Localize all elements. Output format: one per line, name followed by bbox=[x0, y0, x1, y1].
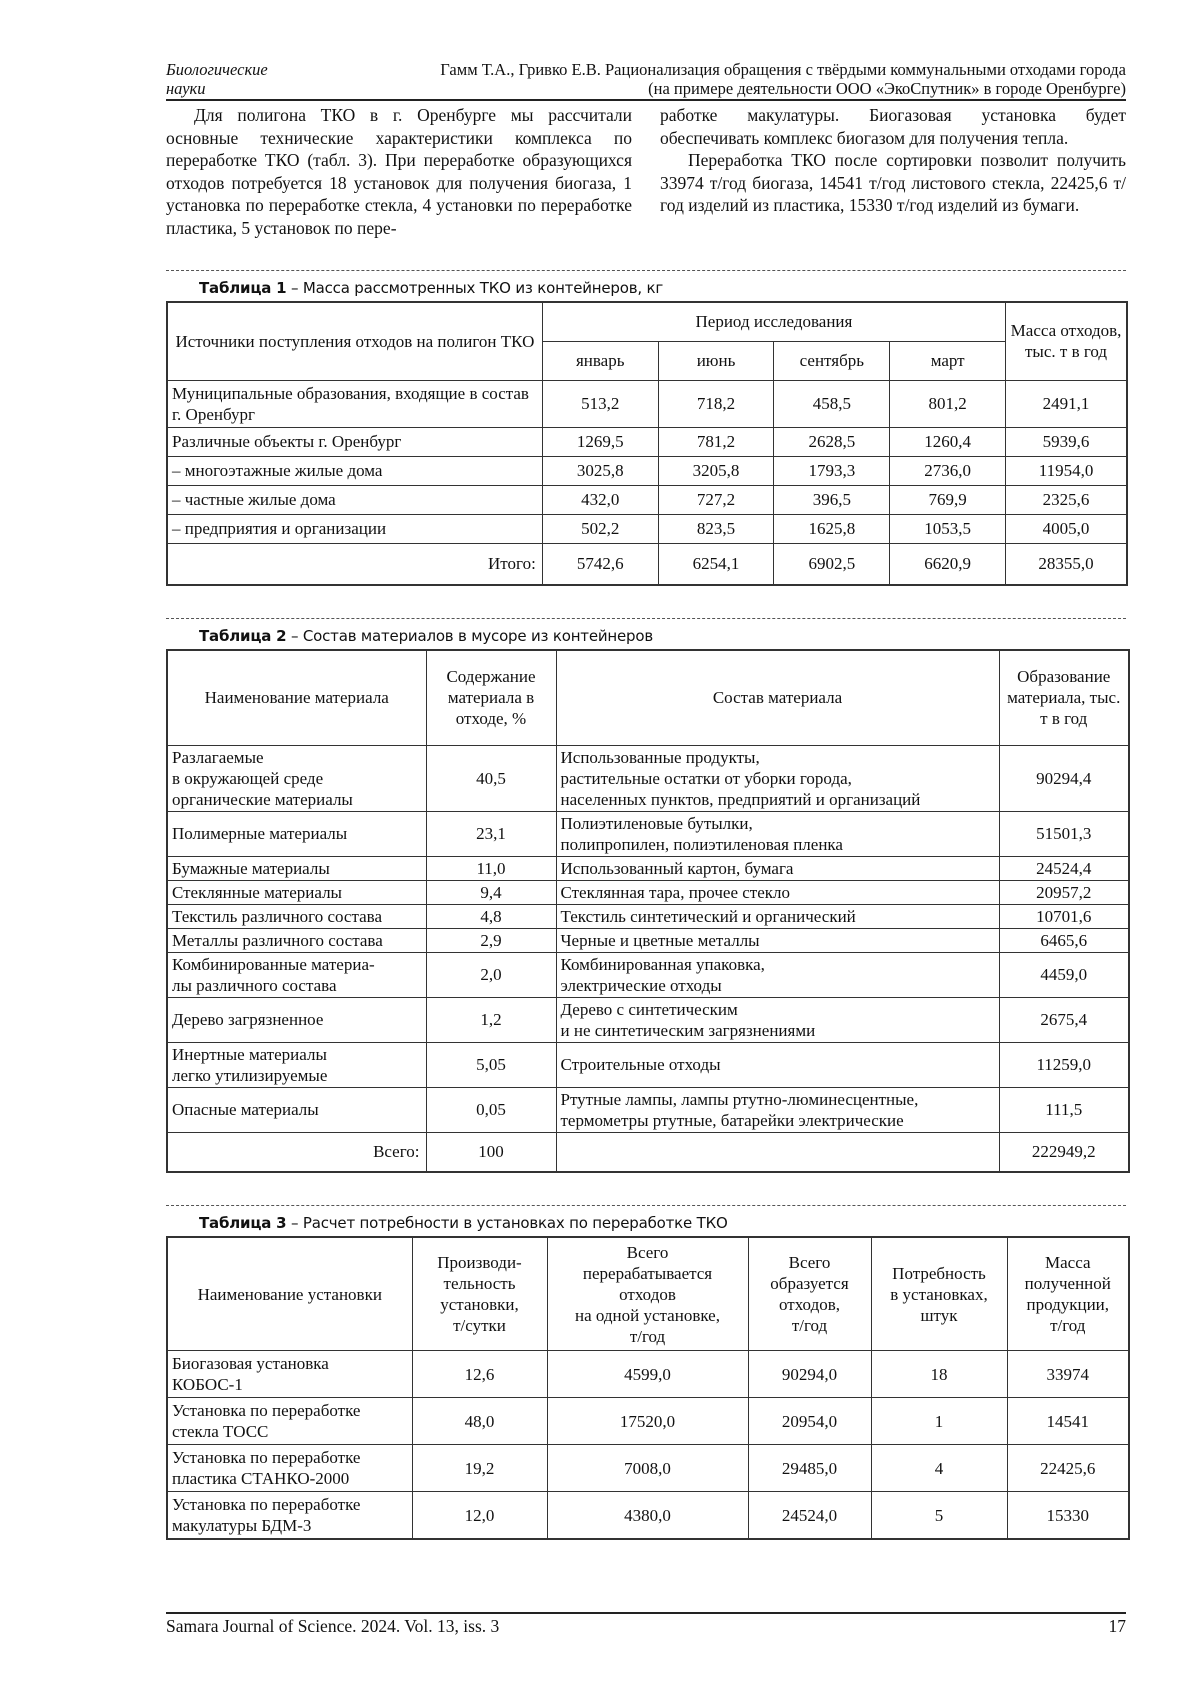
cell: 40,5 bbox=[426, 745, 556, 811]
header-period: Период исследования bbox=[542, 302, 1005, 342]
table-row bbox=[167, 514, 1127, 543]
running-head bbox=[166, 60, 1126, 101]
table-row bbox=[167, 1087, 1129, 1132]
cell: 823,5 bbox=[658, 514, 774, 543]
cell: 20957,2 bbox=[999, 880, 1129, 904]
table3 bbox=[166, 1236, 1130, 1540]
table1-caption bbox=[199, 279, 1126, 297]
table2-title: – Состав материалов в мусоре из контейнеров bbox=[286, 626, 653, 645]
cell: 502,2 bbox=[542, 514, 658, 543]
table2-label: Таблица 2 bbox=[199, 626, 287, 645]
cell bbox=[556, 1132, 999, 1172]
cell: 22425,6 bbox=[1007, 1445, 1129, 1492]
table3-title: – Расчет потребности в установках по переработке ТКО bbox=[286, 1214, 728, 1233]
paragraph: работке макулатуры. Биогазовая установка будет обеспечивать комплекс биогазом для получения тепла. bbox=[660, 105, 1126, 148]
cell: Комбинированная упаковка, электрические отходы bbox=[556, 952, 999, 997]
cell: Металлы различного состава bbox=[167, 928, 426, 952]
cell: 5742,6 bbox=[542, 543, 658, 585]
cell: Полимерные материалы bbox=[167, 811, 426, 856]
header-processed: Всего перерабатывается отходов на одной установке, т/год bbox=[547, 1237, 748, 1351]
cell: 29485,0 bbox=[748, 1445, 871, 1492]
cell: 801,2 bbox=[890, 380, 1006, 427]
cell: – частные жилые дома bbox=[167, 485, 542, 514]
cell: 24524,0 bbox=[748, 1492, 871, 1540]
table-row bbox=[167, 904, 1129, 928]
cell: 222949,2 bbox=[999, 1132, 1129, 1172]
cell: – предприятия и организации bbox=[167, 514, 542, 543]
cell: 1793,3 bbox=[774, 456, 890, 485]
table-row bbox=[167, 952, 1129, 997]
table3-label: Таблица 3 bbox=[199, 1214, 287, 1233]
cell: 1,2 bbox=[426, 997, 556, 1042]
cell: 17520,0 bbox=[547, 1398, 748, 1445]
cell: 19,2 bbox=[412, 1445, 547, 1492]
header-month: июнь bbox=[658, 341, 774, 380]
cell: 1260,4 bbox=[890, 427, 1006, 456]
cell: 100 bbox=[426, 1132, 556, 1172]
header-source: Источники поступления отходов на полигон ТКО bbox=[167, 302, 542, 381]
cell: Разлагаемые в окружающей среде органические материалы bbox=[167, 745, 426, 811]
cell: 90294,0 bbox=[748, 1351, 871, 1398]
cell: Установка по переработке макулатуры БДМ-3 bbox=[167, 1492, 412, 1540]
table-row bbox=[167, 928, 1129, 952]
header-needed: Потребность в установках, штук bbox=[871, 1237, 1007, 1351]
journal-citation: Samara Journal of Science. 2024. Vol. 13, iss. 3 bbox=[166, 1616, 500, 1636]
header-month: сентябрь bbox=[774, 341, 890, 380]
cell: Различные объекты г. Оренбург bbox=[167, 427, 542, 456]
article-title-line1: Гамм Т.А., Гривко Е.В. Рационализация обращения с твёрдыми коммунальными отходами города bbox=[440, 60, 1126, 79]
cell: 1 bbox=[871, 1398, 1007, 1445]
table-row bbox=[167, 456, 1127, 485]
table-row bbox=[167, 811, 1129, 856]
cell: 4380,0 bbox=[547, 1492, 748, 1540]
header-composition: Состав материала bbox=[556, 650, 999, 746]
table1-label: Таблица 1 bbox=[199, 278, 287, 297]
cell: 11954,0 bbox=[1006, 456, 1127, 485]
table-row bbox=[167, 856, 1129, 880]
cell: Биогазовая установка КОБОС-1 bbox=[167, 1351, 412, 1398]
cell: 5939,6 bbox=[1006, 427, 1127, 456]
table1-title: – Масса рассмотренных ТКО из контейнеров, кг bbox=[286, 278, 664, 297]
table-row bbox=[167, 485, 1127, 514]
cell: Текстиль синтетический и органический bbox=[556, 904, 999, 928]
cell: – многоэтажные жилые дома bbox=[167, 456, 542, 485]
cell: 432,0 bbox=[542, 485, 658, 514]
cell: Установка по переработке стекла ТОСС bbox=[167, 1398, 412, 1445]
cell: 6620,9 bbox=[890, 543, 1006, 585]
cell: 769,9 bbox=[890, 485, 1006, 514]
cell: 6465,6 bbox=[999, 928, 1129, 952]
cell: Опасные материалы bbox=[167, 1087, 426, 1132]
cell: 20954,0 bbox=[748, 1398, 871, 1445]
cell: 1053,5 bbox=[890, 514, 1006, 543]
cell: Муниципальные образования, входящие в состав г. Оренбург bbox=[167, 380, 542, 427]
table3-caption bbox=[199, 1214, 1126, 1232]
table-row bbox=[167, 1351, 1129, 1398]
cell: Использованные продукты, растительные остатки от уборки города, населенных пунктов, предприятий и организаций bbox=[556, 745, 999, 811]
cell: 48,0 bbox=[412, 1398, 547, 1445]
cell: 2491,1 bbox=[1006, 380, 1127, 427]
header-month: март bbox=[890, 341, 1006, 380]
table-row bbox=[167, 1492, 1129, 1540]
page-number: 17 bbox=[1108, 1616, 1126, 1636]
separator bbox=[166, 618, 1126, 619]
table-row bbox=[167, 427, 1127, 456]
cell: 51501,3 bbox=[999, 811, 1129, 856]
cell: Дерево с синтетическим и не синтетическим загрязнениями bbox=[556, 997, 999, 1042]
cell: 781,2 bbox=[658, 427, 774, 456]
right-column bbox=[660, 104, 1126, 240]
cell: Дерево загрязненное bbox=[167, 997, 426, 1042]
separator bbox=[166, 1205, 1126, 1206]
cell: 4599,0 bbox=[547, 1351, 748, 1398]
section-label: Биологические науки bbox=[166, 60, 268, 98]
article-title bbox=[326, 60, 1126, 98]
header-mass: Масса отходов, тыс. т в год bbox=[1006, 302, 1127, 381]
cell: 6902,5 bbox=[774, 543, 890, 585]
cell: 396,5 bbox=[774, 485, 890, 514]
cell: 11,0 bbox=[426, 856, 556, 880]
cell: Использованный картон, бумага bbox=[556, 856, 999, 880]
cell: 11259,0 bbox=[999, 1042, 1129, 1087]
cell: 24524,4 bbox=[999, 856, 1129, 880]
page bbox=[166, 60, 1126, 1540]
cell: 12,0 bbox=[412, 1492, 547, 1540]
page-footer bbox=[166, 1612, 1126, 1637]
header-generated: Всего образуется отходов, т/год bbox=[748, 1237, 871, 1351]
cell: 2736,0 bbox=[890, 456, 1006, 485]
table-row bbox=[167, 880, 1129, 904]
cell: 111,5 bbox=[999, 1087, 1129, 1132]
body-text bbox=[166, 104, 1126, 240]
cell: 15330 bbox=[1007, 1492, 1129, 1540]
cell: 5 bbox=[871, 1492, 1007, 1540]
header-formation: Образование материала, тыс. т в год bbox=[999, 650, 1129, 746]
cell: Ртутные лампы, лампы ртутно-люминесцентные, термометры ртутные, батарейки электрические bbox=[556, 1087, 999, 1132]
separator bbox=[166, 270, 1126, 271]
cell: 10701,6 bbox=[999, 904, 1129, 928]
cell: 23,1 bbox=[426, 811, 556, 856]
table-row bbox=[167, 1445, 1129, 1492]
cell: 5,05 bbox=[426, 1042, 556, 1087]
cell: 4 bbox=[871, 1445, 1007, 1492]
cell: 90294,4 bbox=[999, 745, 1129, 811]
cell: 12,6 bbox=[412, 1351, 547, 1398]
cell: 458,5 bbox=[774, 380, 890, 427]
left-column bbox=[166, 104, 632, 240]
cell: 718,2 bbox=[658, 380, 774, 427]
cell: Комбинированные материа- лы различного состава bbox=[167, 952, 426, 997]
cell: 4005,0 bbox=[1006, 514, 1127, 543]
table1 bbox=[166, 301, 1128, 586]
header-month: январь bbox=[542, 341, 658, 380]
table-row bbox=[167, 997, 1129, 1042]
cell: 28355,0 bbox=[1006, 543, 1127, 585]
cell: Полиэтиленовые бутылки, полипропилен, полиэтиленовая пленка bbox=[556, 811, 999, 856]
cell: Стеклянная тара, прочее стекло bbox=[556, 880, 999, 904]
table1-total-row bbox=[167, 543, 1127, 585]
cell: 4459,0 bbox=[999, 952, 1129, 997]
table-row bbox=[167, 1398, 1129, 1445]
cell: 2,0 bbox=[426, 952, 556, 997]
total-label: Всего: bbox=[167, 1132, 426, 1172]
cell: Стеклянные материалы bbox=[167, 880, 426, 904]
cell: 33974 bbox=[1007, 1351, 1129, 1398]
cell: Строительные отходы bbox=[556, 1042, 999, 1087]
cell: 1269,5 bbox=[542, 427, 658, 456]
cell: Бумажные материалы bbox=[167, 856, 426, 880]
cell: 727,2 bbox=[658, 485, 774, 514]
table-row bbox=[167, 745, 1129, 811]
header-content: Содержание материала в отходе, % bbox=[426, 650, 556, 746]
table-row bbox=[167, 1042, 1129, 1087]
header-material-name: Наименование материала bbox=[167, 650, 426, 746]
cell: 2,9 bbox=[426, 928, 556, 952]
header-capacity: Производи- тельность установки, т/сутки bbox=[412, 1237, 547, 1351]
cell: 6254,1 bbox=[658, 543, 774, 585]
table2 bbox=[166, 649, 1130, 1174]
header-output: Масса полученной продукции, т/год bbox=[1007, 1237, 1129, 1351]
cell: Установка по переработке пластика СТАНКО-2000 bbox=[167, 1445, 412, 1492]
cell: 18 bbox=[871, 1351, 1007, 1398]
cell: Инертные материалы легко утилизируемые bbox=[167, 1042, 426, 1087]
header-unit-name: Наименование установки bbox=[167, 1237, 412, 1351]
cell: 2325,6 bbox=[1006, 485, 1127, 514]
cell: 0,05 bbox=[426, 1087, 556, 1132]
cell: 3025,8 bbox=[542, 456, 658, 485]
cell: 513,2 bbox=[542, 380, 658, 427]
total-label: Итого: bbox=[167, 543, 542, 585]
article-title-line2: (на примере деятельности ООО «ЭкоСпутник» в городе Оренбурге) bbox=[648, 79, 1126, 98]
cell: 9,4 bbox=[426, 880, 556, 904]
cell: 2675,4 bbox=[999, 997, 1129, 1042]
table2-caption bbox=[199, 627, 1126, 645]
table2-total-row bbox=[167, 1132, 1129, 1172]
cell: Черные и цветные металлы bbox=[556, 928, 999, 952]
cell: 1625,8 bbox=[774, 514, 890, 543]
paragraph: Для полигона ТКО в г. Оренбурге мы рассчитали основные технические характеристики комплекса по переработке ТКО (табл. 3). При переработке образующихся отходов потребуется 18 установок для получения биогаза, 1 установка по переработке стекла, 4 установки по переработке пластика, 5 установок по пере- bbox=[166, 105, 632, 238]
table-row bbox=[167, 380, 1127, 427]
cell: 2628,5 bbox=[774, 427, 890, 456]
cell: 7008,0 bbox=[547, 1445, 748, 1492]
cell: 14541 bbox=[1007, 1398, 1129, 1445]
cell: Текстиль различного состава bbox=[167, 904, 426, 928]
cell: 3205,8 bbox=[658, 456, 774, 485]
paragraph: Переработка ТКО после сортировки позволит получить 33974 т/год биогаза, 14541 т/год листового стекла, 22425,6 т/год изделий из пластика, 15330 т/год изделий из бумаги. bbox=[660, 150, 1126, 216]
cell: 4,8 bbox=[426, 904, 556, 928]
